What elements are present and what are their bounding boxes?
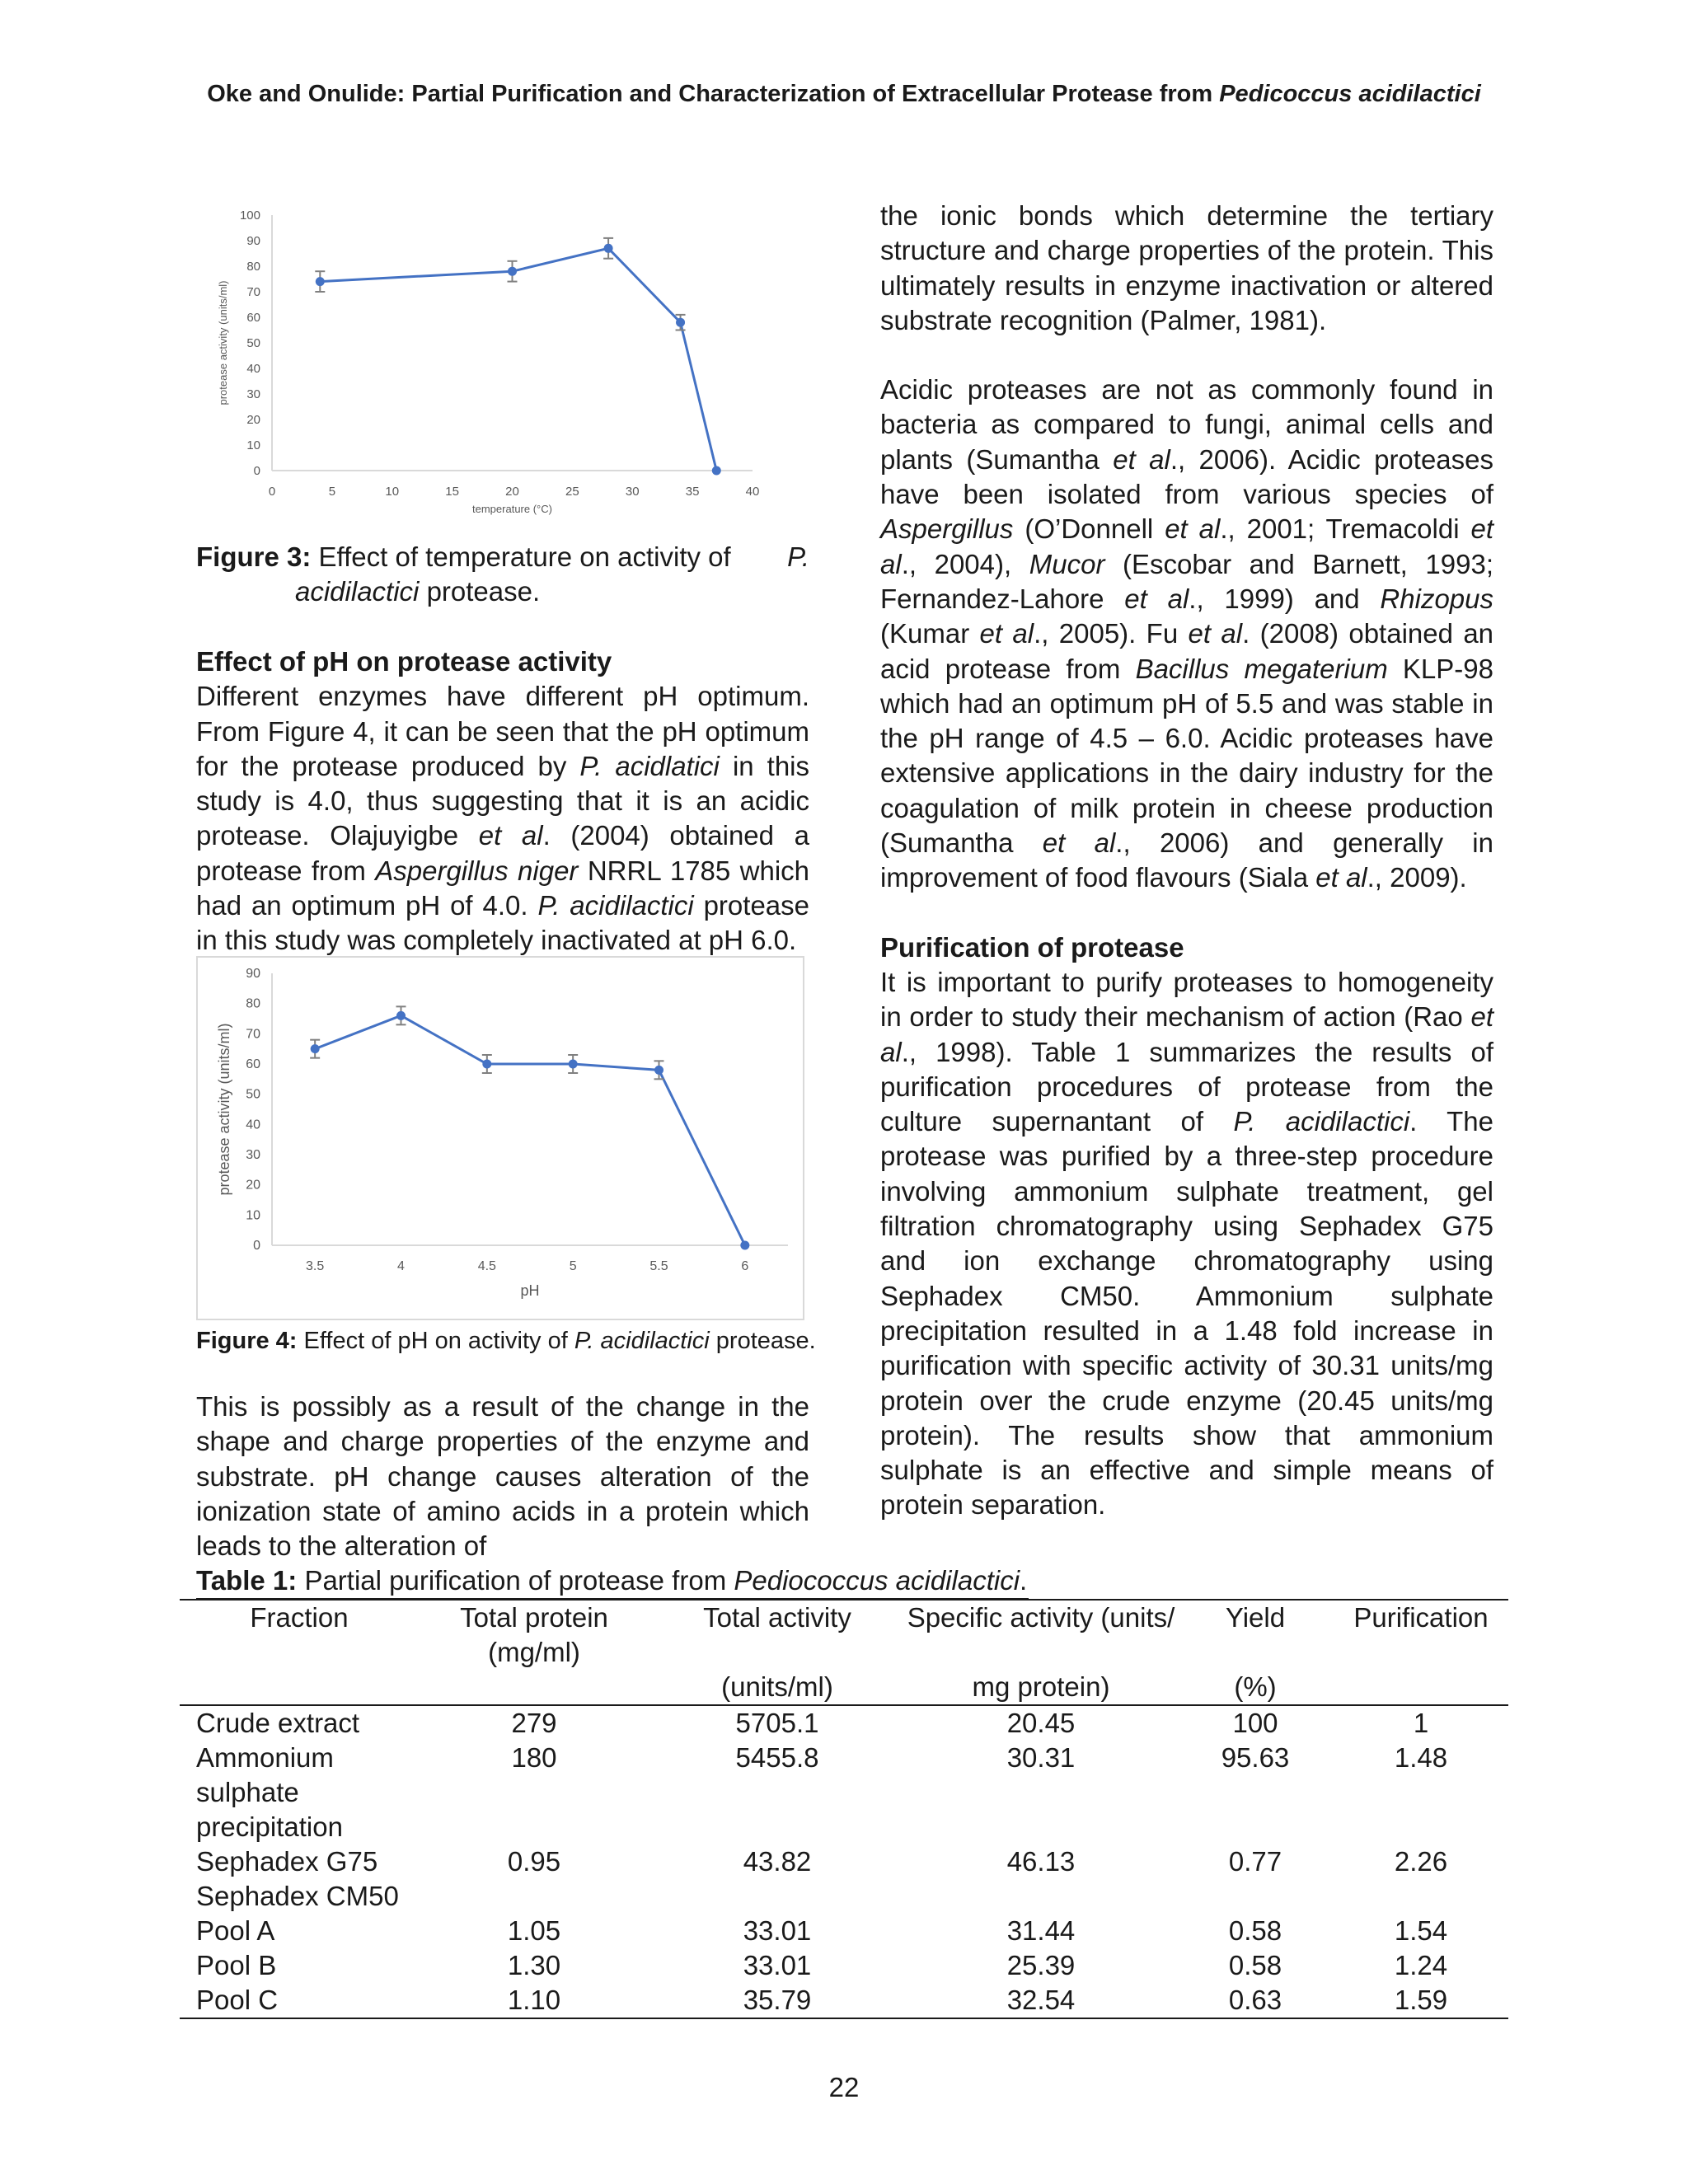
table-cell-activity: 33.01 xyxy=(743,1950,812,1980)
data-point xyxy=(508,267,517,276)
x-tick-label: 4 xyxy=(397,1259,405,1273)
y-tick-label: 90 xyxy=(246,967,260,981)
right-column-text xyxy=(880,199,1493,1523)
header-yield: Yield xyxy=(1177,1600,1334,1670)
series-line xyxy=(315,1015,745,1245)
table-row xyxy=(180,1741,1508,1844)
x-tick-label: 6 xyxy=(741,1259,749,1273)
figure-3-caption: Figure 3: Effect of temperature on activity of P. acidilactici protease. xyxy=(196,541,809,607)
table-row xyxy=(180,1948,1508,1983)
header-specific-activity-2: mg protein) xyxy=(905,1670,1177,1705)
figure-3-chart xyxy=(198,198,775,523)
y-tick-label: 0 xyxy=(253,464,260,478)
x-tick-label: 20 xyxy=(505,485,519,499)
y-tick-label: 70 xyxy=(246,1027,260,1042)
x-tick-label: 25 xyxy=(565,485,579,499)
table-header-row-2 xyxy=(180,1670,1508,1705)
data-point xyxy=(482,1060,491,1069)
table-cell-purification: 1 xyxy=(1413,1708,1429,1738)
fraction-line-2: Sephadex CM50 xyxy=(196,1881,399,1911)
shape-paragraph: This is possibly as a result of the change in the shape and charge properties of the enzyme and substrate. pH change causes alteration of the ionization state of amino acids in a protein which leads to the alteration of xyxy=(196,1391,809,1562)
table-cell-protein: 1.30 xyxy=(507,1950,561,1980)
x-axis-title: temperature (°C) xyxy=(472,503,552,515)
x-tick-label: 3.5 xyxy=(306,1259,325,1273)
header-fraction: Fraction xyxy=(180,1600,419,1670)
table-cell-protein: 180 xyxy=(511,1742,557,1773)
table-cell-fraction xyxy=(180,1844,419,1914)
table-cell-yield: 0.77 xyxy=(1228,1846,1282,1877)
x-tick-label: 35 xyxy=(685,485,700,499)
data-point xyxy=(654,1066,663,1075)
chart-frame xyxy=(197,957,804,1319)
y-tick-label: 80 xyxy=(246,260,260,274)
page-number: 22 xyxy=(828,2072,860,2102)
fraction-line-1: Pool B xyxy=(196,1950,277,1980)
y-tick-label: 10 xyxy=(246,1208,260,1223)
data-point xyxy=(316,277,325,286)
figure-4-chart xyxy=(196,956,804,1320)
y-tick-label: 100 xyxy=(239,209,260,223)
purification-heading: Purification of protease xyxy=(880,931,1184,963)
table-cell-fraction xyxy=(180,1948,419,1983)
fraction-line-1: Ammonium sulphate xyxy=(196,1742,334,1807)
table-cell-activity: 35.79 xyxy=(649,1983,905,2018)
table-row xyxy=(180,1914,1508,1948)
table-cell-specific: 20.45 xyxy=(1006,1708,1076,1738)
fraction-line-1: Pool A xyxy=(196,1915,275,1946)
x-tick-label: 5.5 xyxy=(649,1259,668,1273)
table-cell-protein: 0.95 xyxy=(507,1846,561,1877)
table-cell-specific: 30.31 xyxy=(1006,1742,1076,1773)
header-purification-2 xyxy=(1334,1670,1508,1705)
series-line xyxy=(320,248,716,471)
continued-paragraph: the ionic bonds which determine the tertiary structure and charge properties of the protein. This ultimately results in enzyme inactivation or altered substrate recognition (Palmer, 1981). xyxy=(880,200,1493,335)
table-cell-yield: 95.63 xyxy=(1221,1742,1290,1773)
figure-3-svg xyxy=(198,198,775,523)
data-point xyxy=(396,1011,406,1020)
table-cell-activity: 5705.1 xyxy=(735,1708,819,1738)
header-total-protein-2 xyxy=(419,1670,649,1705)
y-tick-label: 50 xyxy=(246,1087,260,1102)
fraction-line-1: Sephadex G75 xyxy=(196,1846,378,1877)
table-cell-purification: 2.26 xyxy=(1394,1846,1448,1877)
table-cell-purification: 1.48 xyxy=(1394,1742,1448,1773)
fraction-line-1: Pool C xyxy=(196,1985,279,2015)
purification-paragraph: It is important to purify proteases to homogeneity in order to study their mechanism of action (Rao et al., 1998). Table 1 summarizes the results of purification procedures of protease from the culture supernantant of P. acidilactici. The protease was purified by a three-step procedure involving ammonium sulphate treatment, gel filtration chromatography using Sephadex G75 and ion exchange chromatography using Sephadex CM50. Ammonium sulphate precipitation resulted in a 1.48 fold increase in purification with specific activity of 30.31 units/mg protein over the crude enzyme (20.45 units/mg protein). The results show that ammonium sulphate is an effective and simple means of protein separation. xyxy=(880,966,1493,1521)
table-cell-yield: 100 xyxy=(1232,1708,1278,1738)
header-fraction-2 xyxy=(180,1670,419,1705)
y-axis-title: protease activity (units/ml) xyxy=(216,1023,232,1196)
header-total-activity-2: (units/ml) xyxy=(649,1670,905,1705)
table-cell-activity: 5455.8 xyxy=(735,1742,819,1773)
header-purification: Purification xyxy=(1334,1600,1508,1670)
x-tick-label: 15 xyxy=(445,485,459,499)
fraction-line-2: precipitation xyxy=(196,1811,343,1842)
table-cell-yield: 0.58 xyxy=(1228,1915,1282,1946)
y-tick-label: 80 xyxy=(246,996,260,1011)
table-cell-specific: 32.54 xyxy=(905,1983,1177,2018)
table-body xyxy=(180,1705,1508,2018)
table-cell-protein: 1.10 xyxy=(419,1983,649,2018)
table-cell-yield: 0.63 xyxy=(1177,1983,1334,2018)
table-1-title: Table 1: Partial purification of protease from Pediococcus acidilactici. xyxy=(196,1563,1029,1600)
table-cell-specific: 46.13 xyxy=(1006,1846,1076,1877)
figure-4-svg xyxy=(196,956,804,1320)
x-tick-label: 4.5 xyxy=(477,1259,496,1273)
data-point xyxy=(604,244,613,253)
table-cell-purification: 1.24 xyxy=(1394,1950,1448,1980)
y-tick-label: 60 xyxy=(246,311,260,325)
table-cell-activity: 33.01 xyxy=(743,1915,812,1946)
x-axis-title: pH xyxy=(520,1282,540,1299)
header-yield-2: (%) xyxy=(1177,1670,1334,1705)
table-cell-specific: 25.39 xyxy=(1006,1950,1076,1980)
y-tick-label: 70 xyxy=(246,285,260,299)
x-tick-label: 10 xyxy=(385,485,400,499)
table-cell-activity: 43.82 xyxy=(743,1846,812,1877)
running-head: Oke and Onulide: Partial Purification and Characterization of Extracellular Protease from Pedicoccus acidilactici xyxy=(207,81,1481,107)
data-point xyxy=(311,1044,320,1053)
header-specific-activity: Specific activity (units/ xyxy=(905,1600,1177,1670)
shape-paragraph-block xyxy=(196,1390,809,1563)
y-tick-label: 90 xyxy=(246,234,260,248)
y-tick-label: 50 xyxy=(246,336,260,350)
table-cell-fraction xyxy=(180,1705,419,1741)
table-cell-purification: 1.59 xyxy=(1334,1983,1508,2018)
data-point xyxy=(740,1241,749,1250)
x-tick-label: 5 xyxy=(569,1259,577,1273)
data-point xyxy=(712,466,721,476)
y-tick-label: 40 xyxy=(246,362,260,376)
x-tick-label: 0 xyxy=(268,485,276,499)
y-tick-label: 20 xyxy=(246,1178,260,1193)
table-cell-protein: 1.05 xyxy=(507,1915,561,1946)
table-row xyxy=(180,1705,1508,1741)
left-column-text xyxy=(196,644,809,958)
figure-4-caption: Figure 4: Effect of pH on activity of P. acidilactici protease. xyxy=(196,1328,816,1354)
data-point xyxy=(569,1060,578,1069)
y-tick-label: 20 xyxy=(246,413,260,427)
y-tick-label: 30 xyxy=(246,1148,260,1162)
table-header-row xyxy=(180,1600,1508,1670)
y-tick-label: 60 xyxy=(246,1057,260,1071)
data-point xyxy=(676,318,685,327)
table-row xyxy=(180,1844,1508,1914)
x-tick-label: 40 xyxy=(745,485,760,499)
y-tick-label: 0 xyxy=(253,1239,260,1253)
table-cell-fraction xyxy=(180,1741,419,1844)
y-tick-label: 30 xyxy=(246,387,260,401)
table-cell-fraction xyxy=(180,1983,419,2018)
y-tick-label: 40 xyxy=(246,1118,260,1132)
ph-paragraph: Different enzymes have different pH optimum. From Figure 4, it can be seen that the pH optimum for the protease produced by P. acidlatici in this study is 4.0, thus suggesting that it is an acidic protease. Olajuyigbe et al. (2004) obtained a protease from Aspergillus niger NRRL 1785 which had an optimum pH of 4.0. P. acidilactici protease in this study was completely inactivated at pH 6.0. xyxy=(196,681,810,956)
acidic-proteases-paragraph: Acidic proteases are not as commonly found in bacteria as compared to fungi, animal cells and plants (Sumantha et al., 2006). Acidic proteases have been isolated from various species of Aspergillus (O’Donnell et al., 2001; Tremacoldi et al., 2004), Mucor (Escobar and Barnett, 1993; Fernandez-Lahore et al., 1999) and Rhizopus (Kumar et al., 2005). Fu et al. (2008) obtained an acid protease from Bacillus megaterium KLP-98 which had an optimum pH of 5.5 and was stable in the pH range of 4.5 – 6.0. Acidic proteases have extensive applications in the dairy industry for the coagulation of milk protein in cheese production (Sumantha et al., 2006) and generally in improvement of food flavours (Siala et al., 2009). xyxy=(880,374,1494,893)
header-total-protein: Total protein (mg/ml) xyxy=(419,1600,649,1670)
table-row xyxy=(180,1983,1508,2018)
fraction-line-1: Crude extract xyxy=(196,1708,360,1738)
header-total-activity: Total activity xyxy=(649,1600,905,1670)
y-axis-title: protease activity (units/ml) xyxy=(217,280,229,405)
table-cell-fraction xyxy=(180,1914,419,1948)
table-cell-protein: 279 xyxy=(511,1708,557,1738)
y-tick-label: 10 xyxy=(246,438,260,452)
table-1 xyxy=(180,1599,1508,2019)
ph-section-heading: Effect of pH on protease activity xyxy=(196,646,612,677)
x-tick-label: 30 xyxy=(625,485,640,499)
table-cell-specific: 31.44 xyxy=(1006,1915,1076,1946)
table-cell-purification: 1.54 xyxy=(1394,1915,1448,1946)
x-tick-label: 5 xyxy=(328,485,336,499)
table-cell-yield: 0.58 xyxy=(1228,1950,1282,1980)
